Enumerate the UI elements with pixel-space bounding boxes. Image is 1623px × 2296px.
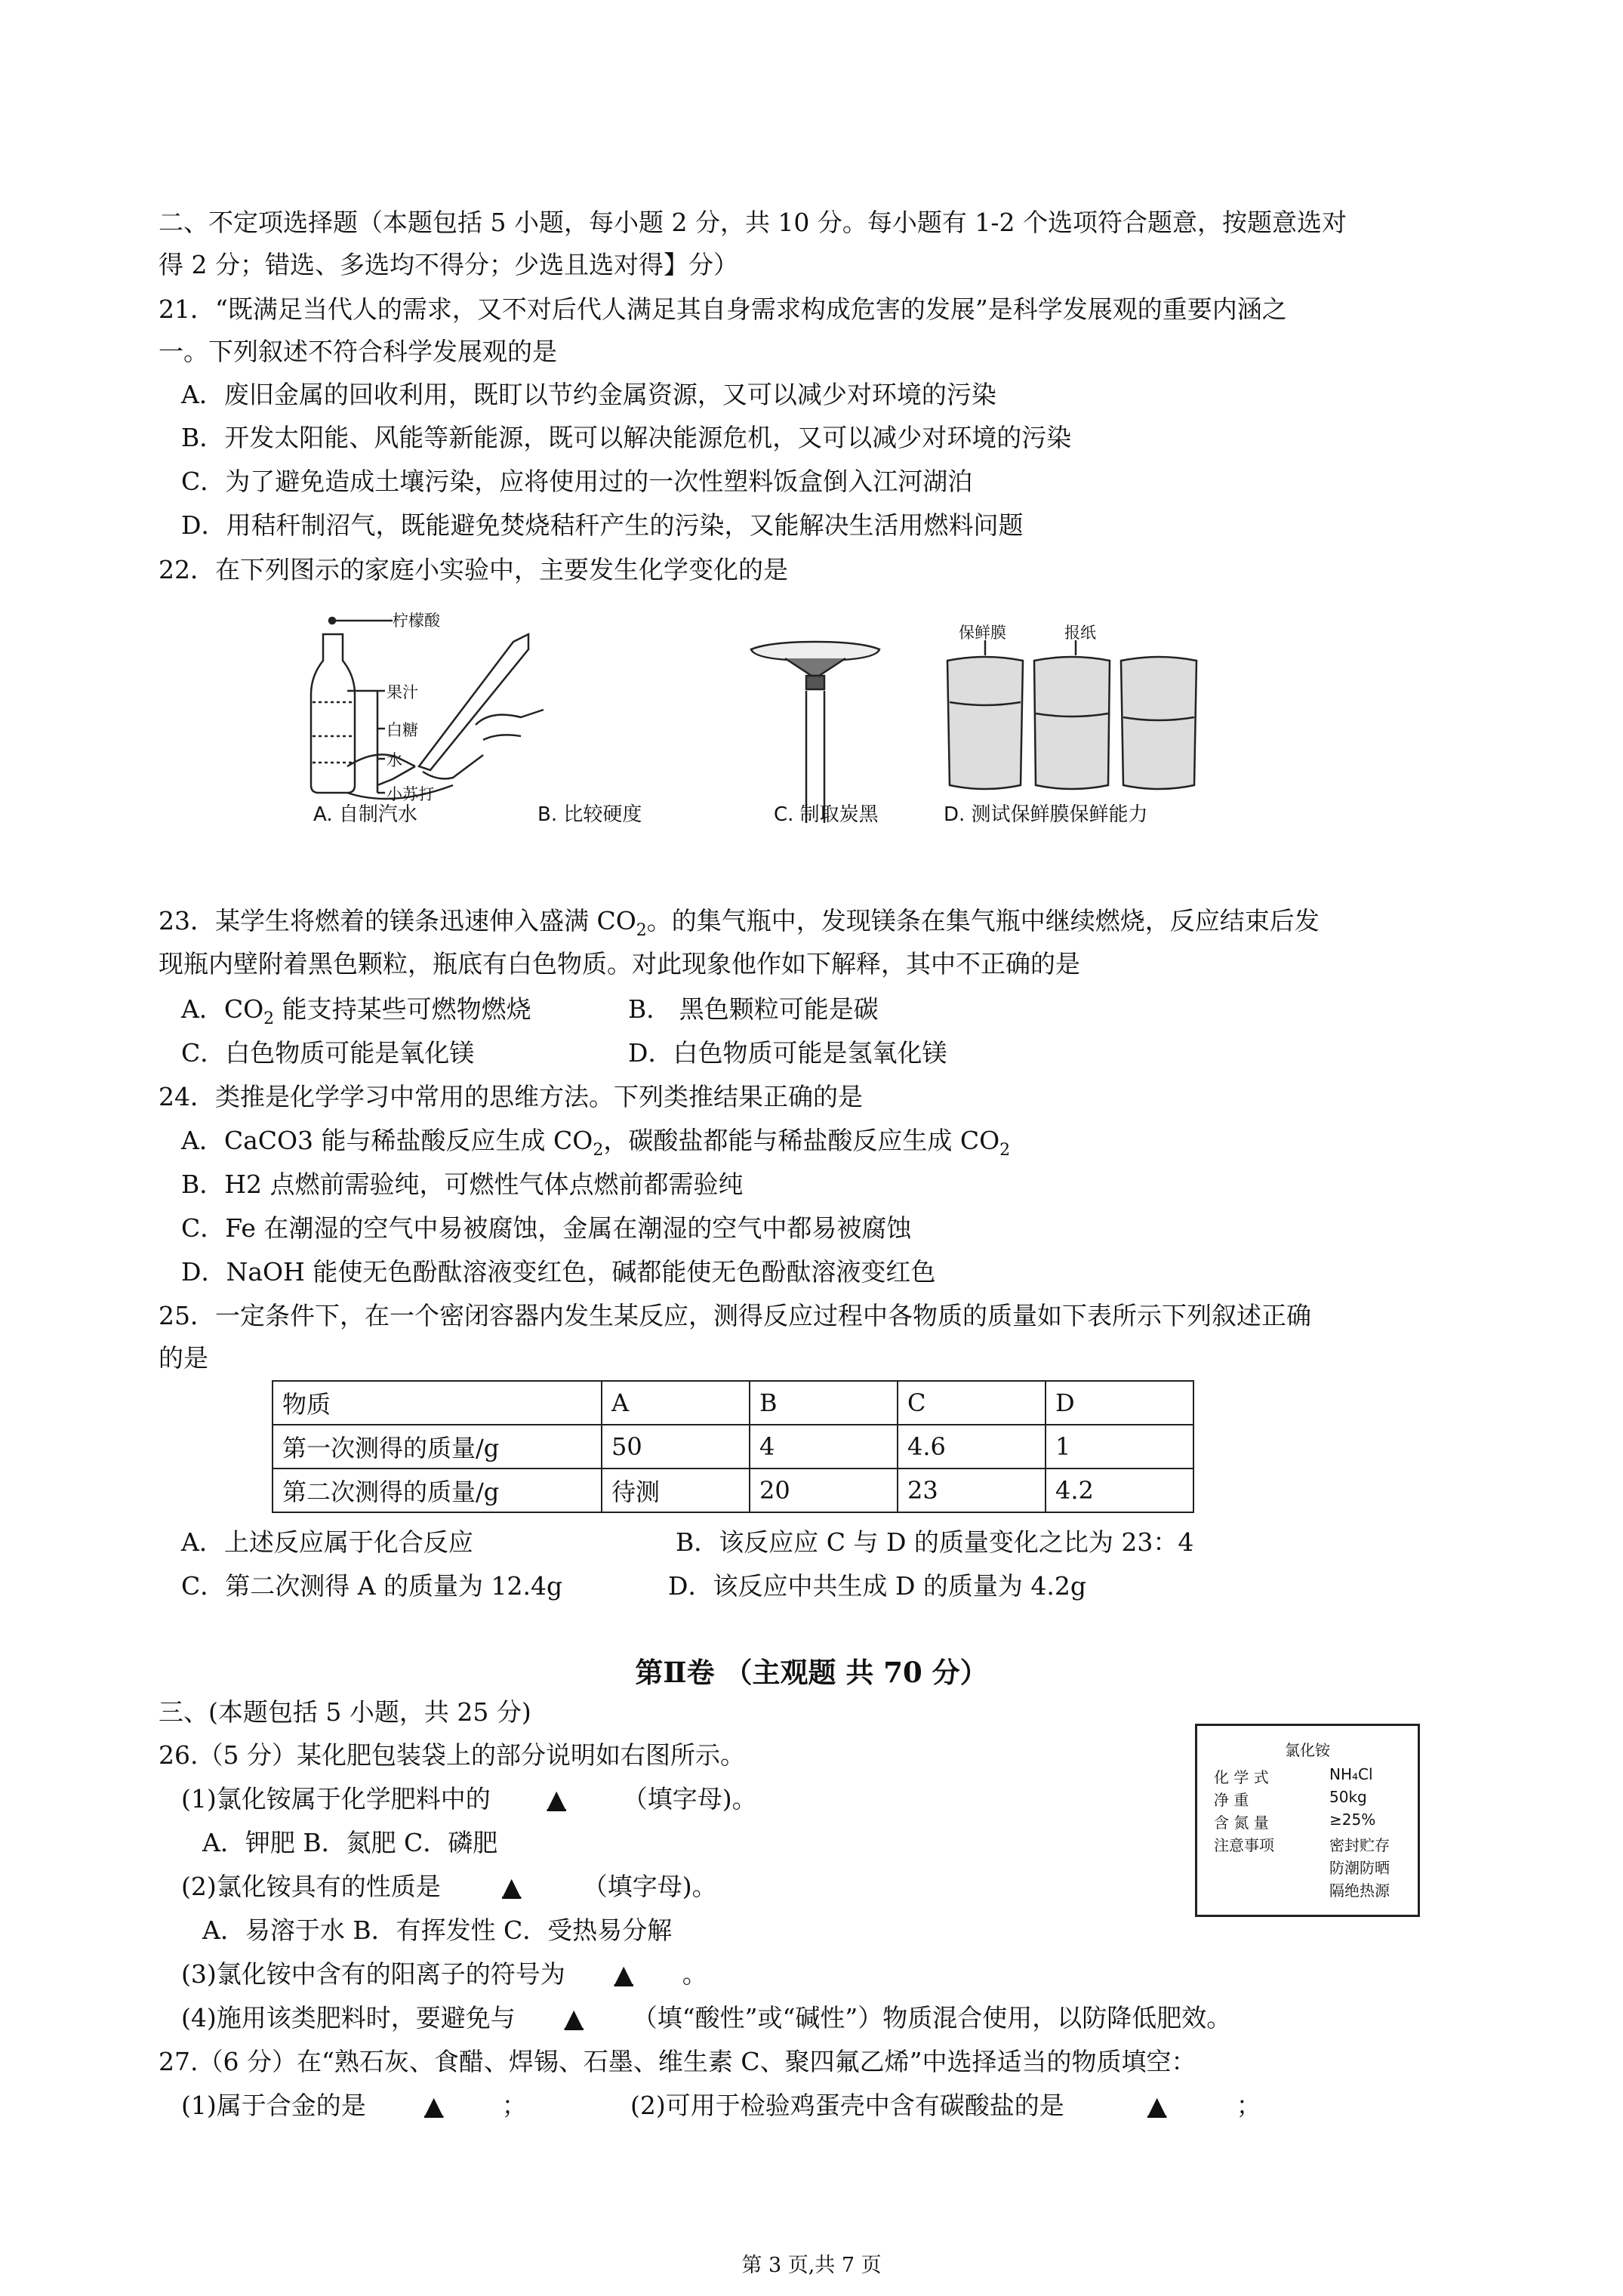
caption-a: A. 自制汽水: [313, 803, 417, 826]
fertilizer-label-key: 化 学 式: [1214, 1768, 1269, 1786]
q25-option-c: C．第二次测得 A 的质量为 12.4g: [181, 1571, 563, 1601]
table-cell: 50: [602, 1425, 750, 1469]
q24-stem: 24．类推是化学学习中常用的思维方法。下列类推结果正确的是: [159, 1082, 863, 1111]
q27-part-2-end: ；: [1236, 2091, 1261, 2120]
q25-stem-2: 的是: [159, 1343, 208, 1373]
q23-stem-1-part-a: 23．某学生将燃着的镁条迅速伸入盛满 CO: [159, 906, 636, 935]
fertilizer-label-title: 氯化铵: [1285, 1741, 1330, 1759]
q23-subscript: 2: [636, 921, 647, 940]
q27-part-2-text: (2)可用于检验鸡蛋壳中含有碳酸盐的是: [630, 2091, 1064, 2120]
q27-part-2: [630, 2088, 1261, 2123]
q23-option-d: D．白色物质可能是氢氧化镁: [628, 1038, 947, 1068]
table-header-cell: A: [602, 1381, 750, 1425]
q21-option-a: A．废旧金属的回收利用，既盯以节约金属资源，又可以减少对环境的污染: [181, 380, 996, 409]
q27-answer-blank-2: ▲: [1147, 2091, 1167, 2120]
fertilizer-label-key: 注意事项: [1214, 1836, 1274, 1854]
fertilizer-label: [1195, 1724, 1420, 1917]
table-row: [273, 1425, 1193, 1469]
q23-option-a-part-b: 能支持某些可燃物燃烧: [274, 994, 531, 1024]
q26-part-2-end: （填字母)。: [582, 1872, 717, 1901]
section-2-line-1: 二、不定项选择题（本题包括 5 小题，每小题 2 分，共 10 分。每小题有 1-2 个选项符合题意，按题意选对: [159, 208, 1347, 237]
q23-stem-1: [159, 904, 1320, 948]
q27-answer-blank-1: ▲: [424, 2091, 444, 2120]
table-cell: 23: [898, 1469, 1046, 1512]
q26-part-3-end: 。: [682, 1959, 707, 1989]
q26-part-4: [181, 2001, 1231, 2036]
q26-part-1: [181, 1782, 757, 1817]
q24-option-a-part-a: A．CaCO3 能与稀盐酸反应生成 CO: [181, 1126, 593, 1155]
table-header-cell: C: [898, 1381, 1046, 1425]
q26-part-2-text: (2)氯化铵具有的性质是: [181, 1872, 441, 1901]
q27-stem: 27.（6 分）在“熟石灰、食醋、焊锡、石墨、维生素 C、聚四氟乙烯”中选择适当的物质填空：: [159, 2047, 1196, 2076]
label-sugar: 白糖: [387, 721, 418, 739]
section-3-title: 三、(本题包括 5 小题，共 25 分): [159, 1697, 531, 1727]
table-header-cell: B: [750, 1381, 898, 1425]
label-newspaper: 报纸: [1064, 624, 1096, 642]
fertilizer-label-key: 含 氮 量: [1214, 1814, 1269, 1832]
fertilizer-label-value: 防潮防晒: [1329, 1859, 1390, 1877]
label-juice: 果汁: [387, 683, 418, 701]
q23-option-a: [181, 992, 531, 1037]
part-2-title: 第Ⅱ卷 （主观题 共 70 分）: [635, 1656, 988, 1689]
q25-option-a: A．上述反应属于化合反应: [181, 1527, 473, 1557]
section-2-line-2: 得 2 分；错选、多选均不得分；少选且选对得】分）: [159, 250, 738, 279]
label-water: 水: [387, 751, 402, 769]
q25-option-b: B．该反应应 C 与 D 的质量变化之比为 23：4: [676, 1527, 1194, 1557]
q26-part-2: [181, 1869, 717, 1904]
table-row: [273, 1469, 1193, 1512]
fertilizer-label-value: NH₄Cl: [1329, 1765, 1373, 1783]
q24-option-c: C．Fe 在潮湿的空气中易被腐蚀，金属在潮湿的空气中都易被腐蚀: [181, 1213, 912, 1243]
q26-answer-blank-3: ▲: [614, 1959, 633, 1989]
q26-part-1-end: （填字母)。: [622, 1784, 757, 1814]
q26-answer-blank-1: ▲: [547, 1784, 566, 1814]
fertilizer-label-key: 净 重: [1214, 1791, 1249, 1809]
q25-mass-table: [272, 1380, 1194, 1513]
q23-option-a-part-a: A．CO: [181, 994, 264, 1024]
q23-stem-2: 现瓶内壁附着黑色颗粒，瓶底有白色物质。对此现象他作如下解释，其中不正确的是: [159, 949, 1080, 978]
q23-option-a-subscript: 2: [263, 1009, 275, 1028]
table-cell: 4.6: [898, 1425, 1046, 1469]
fertilizer-label-value: 密封贮存: [1329, 1836, 1390, 1854]
q23-stem-1-part-b: 。的集气瓶中，发现镁条在集气瓶中继续燃烧，反应结束后发: [646, 906, 1320, 935]
fertilizer-label-value: ≥25%: [1329, 1811, 1376, 1829]
q24-option-d: D．NaOH 能使无色酚酞溶液变红色，碱都能使无色酚酞溶液变红色: [181, 1257, 936, 1287]
q25-option-d: D．该反应中共生成 D 的质量为 4.2g: [668, 1571, 1086, 1601]
q27-part-1-end: ；: [501, 2091, 527, 2120]
caption-c: C. 制取炭黑: [774, 803, 879, 826]
fertilizer-label-value: 50kg: [1329, 1788, 1367, 1806]
table-cell: 第二次测得的质量/g: [273, 1469, 602, 1512]
q27-part-1-text: (1)属于合金的是: [181, 2091, 366, 2120]
q24-option-a-subscript-2: 2: [999, 1141, 1011, 1160]
q26-part-2-options: A．易溶于水 B．有挥发性 C．受热易分解: [202, 1915, 673, 1945]
q24-option-b: B．H2 点燃前需验纯，可燃性气体点燃前都需验纯: [181, 1170, 744, 1199]
q23-option-c: C．白色物质可能是氧化镁: [181, 1038, 475, 1068]
q26-part-3-text: (3)氯化铵中含有的阳离子的符号为: [181, 1959, 565, 1989]
q27-part-1: [181, 2088, 527, 2123]
q26-part-4-end: （填“酸性”或“碱性”）物质混合使用，以防降低肥效。: [632, 2003, 1232, 2032]
table-cell: 20: [750, 1469, 898, 1512]
q21-stem-2: 一。下列叙述不符合科学发展观的是: [159, 337, 557, 366]
q22-experiment-figure: [302, 604, 1283, 838]
q26-part-1-options: A．钾肥 B．氮肥 C．磷肥: [202, 1828, 498, 1857]
label-citric-acid: 柠檬酸: [393, 612, 440, 630]
table-header-cell: 物质: [273, 1381, 602, 1425]
table-cell: 4.2: [1046, 1469, 1193, 1512]
table-cell: 第一次测得的质量/g: [273, 1425, 602, 1469]
q23-option-b: B． 黑色颗粒可能是碳: [628, 994, 879, 1024]
table-cell: 待测: [602, 1469, 750, 1512]
q24-option-a: [181, 1123, 1010, 1168]
table-cell: 1: [1046, 1425, 1193, 1469]
q22-stem: 22．在下列图示的家庭小实验中，主要发生化学变化的是: [159, 555, 788, 584]
carbon-black-illustration: [751, 642, 879, 823]
q26-stem: 26.（5 分）某化肥包装袋上的部分说明如右图所示。: [159, 1740, 745, 1770]
q21-option-d: D．用秸秆制沼气，既能避免焚烧秸秆产生的污染，又能解决生活用燃料问题: [181, 510, 1024, 540]
q26-answer-blank-4: ▲: [564, 2003, 584, 2032]
table-header-row: [273, 1381, 1193, 1425]
page-footer: 第 3 页,共 7 页: [741, 2254, 882, 2277]
q24-option-a-part-b: ，碳酸盐都能与稀盐酸反应生成 CO: [603, 1126, 1000, 1155]
q26-part-1-text: (1)氯化铵属于化学肥料中的: [181, 1784, 491, 1814]
label-baking-soda: 小苏打: [387, 785, 434, 803]
q21-option-b: B．开发太阳能、风能等新能源，既可以解决能源危机，又可以减少对环境的污染: [181, 423, 1072, 452]
fertilizer-label-value: 隔绝热源: [1329, 1881, 1390, 1900]
q21-stem-1: 21．“既满足当代人的需求，又不对后代人满足其自身需求构成危害的发展”是科学发展观的重要内涵之: [159, 294, 1287, 324]
table-cell: 4: [750, 1425, 898, 1469]
q26-part-3: [181, 1957, 707, 1992]
q21-option-c: C．为了避免造成土壤污染，应将使用过的一次性塑料饭盒倒入江河湖泊: [181, 467, 973, 496]
cups-illustration: [947, 640, 1196, 789]
table-header-cell: D: [1046, 1381, 1193, 1425]
caption-d: D. 测试保鲜膜保鲜能力: [944, 803, 1148, 826]
q24-option-a-subscript-1: 2: [593, 1141, 604, 1160]
q26-answer-blank-2: ▲: [502, 1872, 522, 1901]
caption-b: B. 比较硬度: [537, 803, 642, 826]
label-cling-film: 保鲜膜: [959, 624, 1006, 642]
q26-part-4-text: (4)施用该类肥料时，要避免与: [181, 2003, 516, 2032]
q25-stem-1: 25．一定条件下，在一个密闭容器内发生某反应，测得反应过程中各物质的质量如下表所示下列叙述正确: [159, 1301, 1311, 1330]
bottle-illustration: [311, 618, 393, 793]
